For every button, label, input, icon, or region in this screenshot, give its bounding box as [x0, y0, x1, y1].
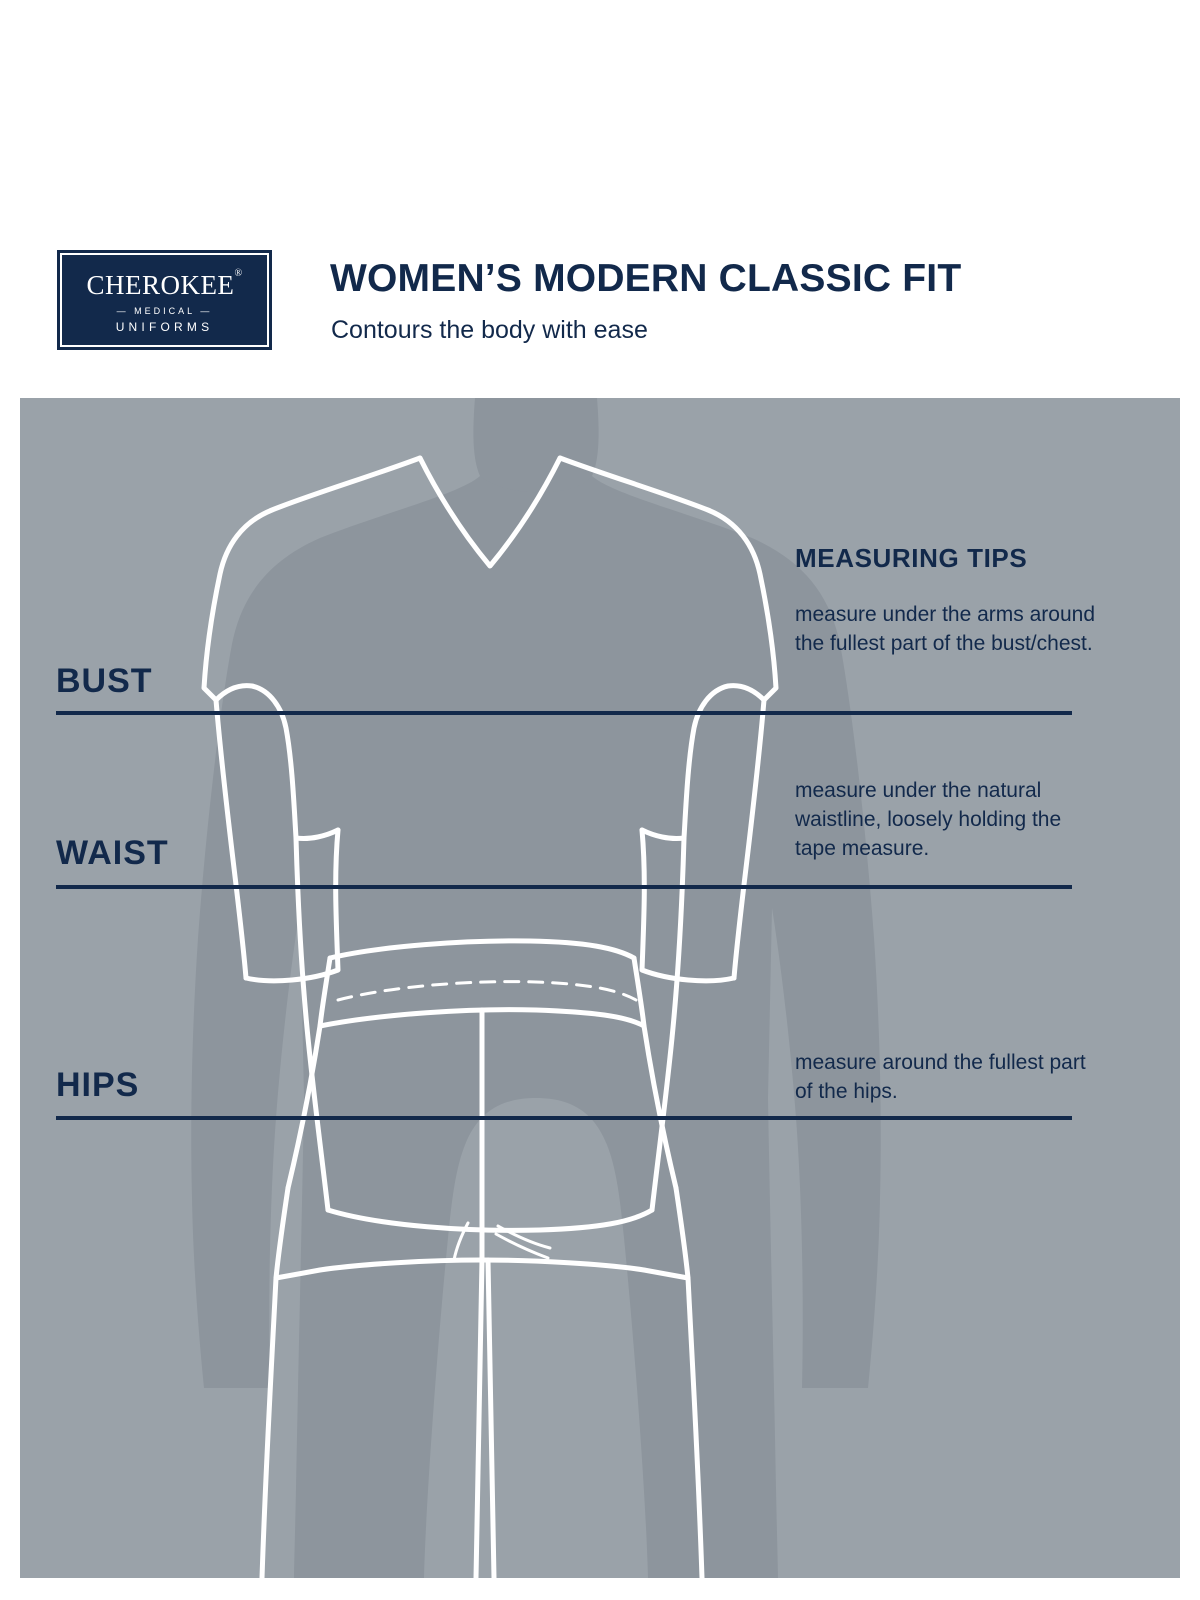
waist-measure-line: [56, 885, 1072, 889]
page-header: [0, 230, 1200, 400]
registered-mark-icon: ®: [234, 268, 243, 279]
measuring-tips-title: MEASURING TIPS: [795, 543, 1028, 573]
logo-inner-frame: [60, 253, 269, 347]
hips-tip-text: measure around the fullest part of the hips.: [795, 1051, 1086, 1103]
page-subtitle: Contours the body with ease: [331, 316, 648, 344]
logo-uniforms-line: UNIFORMS: [115, 320, 214, 334]
bust-label: BUST: [56, 662, 153, 700]
bust-tip-text: measure under the arms around the fullest part of the bust/chest.: [795, 603, 1095, 655]
waist-tip-text: measure under the natural waistline, loosely holding the tape measure.: [795, 779, 1062, 860]
cherokee-logo: [57, 250, 272, 350]
body-silhouette: [191, 398, 881, 1578]
logo-medical-line: — MEDICAL —: [116, 306, 213, 316]
hips-label: HIPS: [56, 1066, 140, 1104]
logo-word-text: CHEROKEE: [86, 270, 235, 300]
body-figure-illustration: [20, 398, 1180, 1578]
measurement-diagram-panel: [20, 398, 1180, 1578]
waist-label: WAIST: [56, 834, 169, 872]
hips-measure-line: [56, 1116, 1072, 1120]
page-title: WOMEN’S MODERN CLASSIC FIT: [330, 257, 962, 300]
bust-measure-line: [56, 711, 1072, 715]
logo-wordmark: [86, 270, 242, 301]
